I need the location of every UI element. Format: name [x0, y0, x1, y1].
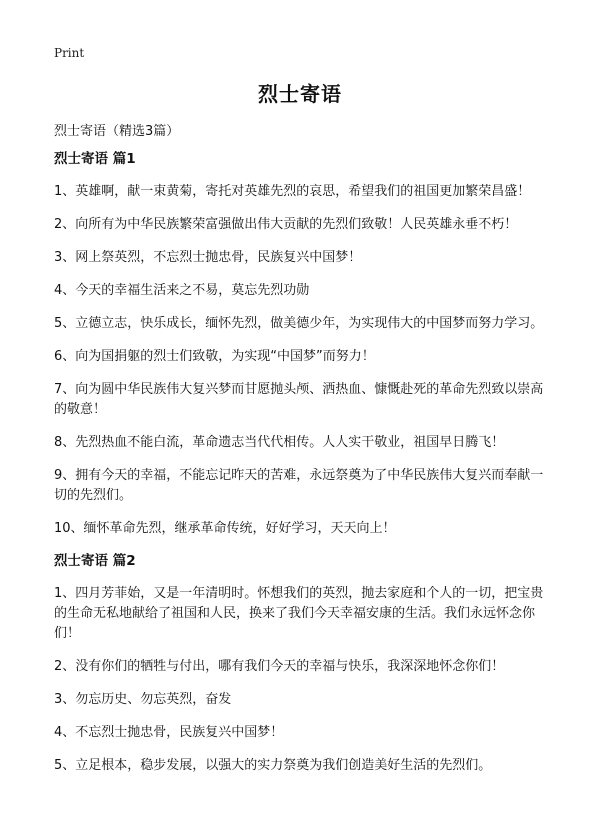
- list-item: 2、向所有为中华民族繁荣富强做出伟大贡献的先烈们致敬！人民英雄永垂不朽！: [54, 217, 518, 232]
- list-item: 4、不忘烈士抛忠骨，民族复兴中国梦！: [54, 725, 284, 740]
- list-item: 5、立德立志，快乐成长，缅怀先烈，做美德少年，为实现伟大的中国梦而努力学习。: [54, 316, 544, 331]
- list-item: 7、向为圆中华民族伟大复兴梦而甘愿抛头颅、洒热血、慷慨赴死的革命先烈致以崇高的敬意！: [54, 382, 544, 417]
- list-item: 2、没有你们的牺牲与付出，哪有我们今天的幸福与快乐，我深深地怀念你们！: [54, 659, 505, 674]
- section-heading-2: 烈士寄语 篇2: [54, 553, 136, 569]
- list-item: 10、缅怀革命先烈，继承革命传统，好好学习，天天向上！: [54, 521, 396, 536]
- list-item: 1、四月芳菲始，又是一年清明时。怀想我们的英烈，抛去家庭和个人的一切，把宝贵的生命无私地献给了祖国和人民，换来了我们今天幸福安康的生活。我们永远怀念你们！: [54, 586, 544, 641]
- list-item: 8、先烈热血不能白流，革命遗志当代代相传。人人实干敬业，祖国早日腾飞！: [54, 435, 505, 450]
- article-content: [54, 150, 552, 789]
- print-link[interactable]: Print: [54, 46, 85, 60]
- list-item: 5、立足根本，稳步发展，以强大的实力祭奠为我们创造美好生活的先烈们。: [54, 758, 492, 773]
- section-heading-1: 烈士寄语 篇1: [54, 151, 136, 167]
- list-item: 9、拥有今天的幸福，不能忘记昨天的苦难，永远祭奠为了中华民族伟大复兴而奉献一切的先烈们。: [54, 468, 544, 503]
- page-subtitle: 烈士寄语（精选3篇）: [54, 124, 180, 139]
- list-item: 4、今天的幸福生活来之不易，莫忘先烈功勋: [54, 283, 310, 298]
- list-item: 1、英雄啊，献一束黄菊，寄托对英雄先烈的哀思，希望我们的祖国更加繁荣昌盛！: [54, 184, 531, 199]
- list-item: 3、勿忘历史、勿忘英烈，奋发: [54, 692, 232, 707]
- list-item: 6、向为国捐躯的烈士们致敬，为实现“中国梦”而努力！: [54, 349, 375, 364]
- page-title: 烈士寄语: [258, 82, 342, 106]
- list-item: 3、网上祭英烈，不忘烈士抛忠骨，民族复兴中国梦！: [54, 250, 362, 265]
